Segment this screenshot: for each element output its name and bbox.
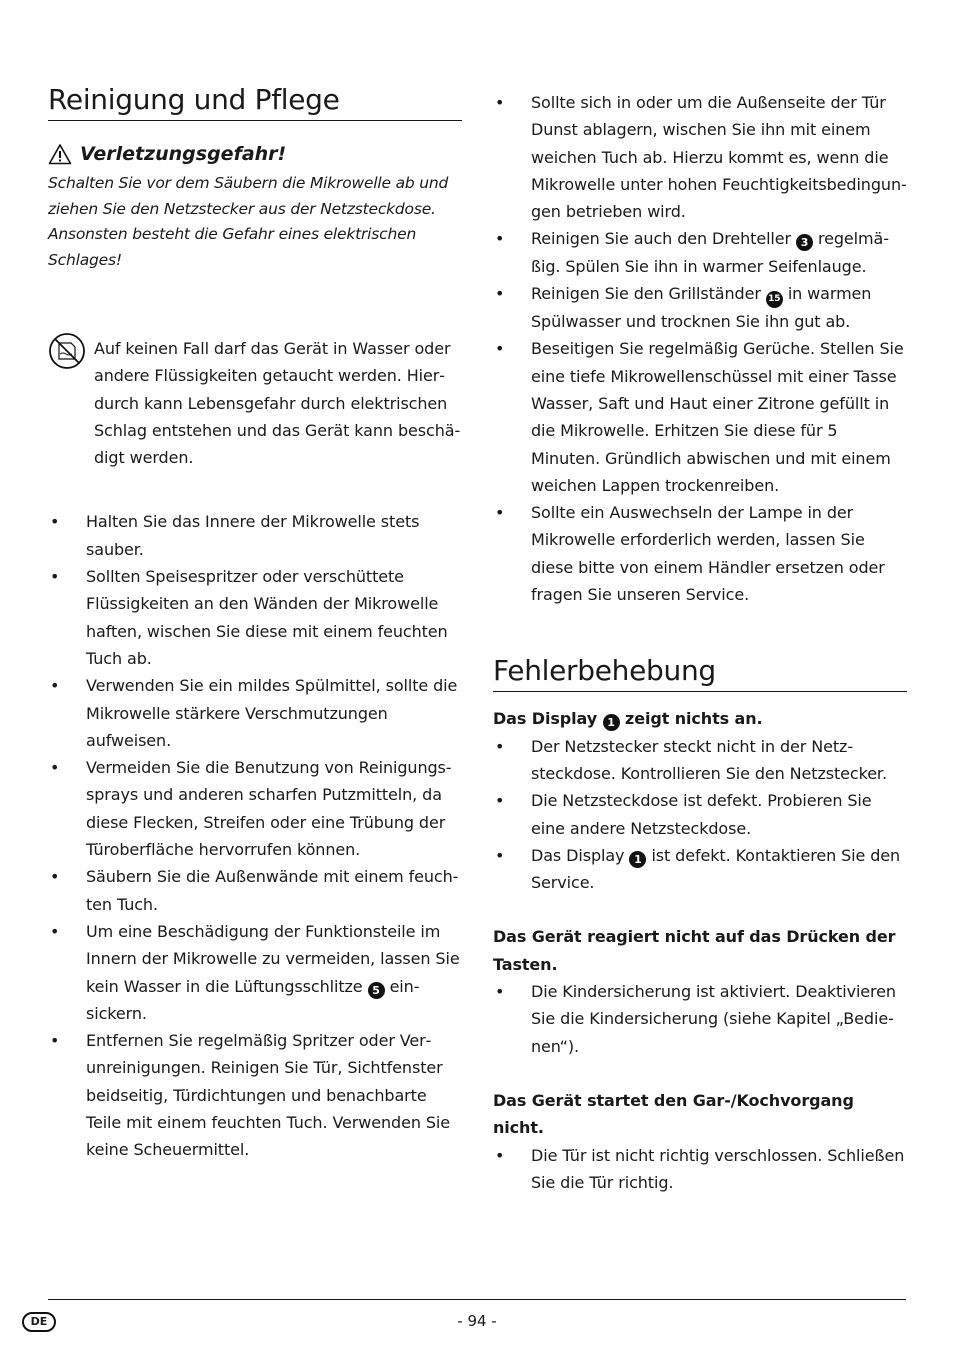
- right-column: [493, 0, 907, 1196]
- footer-divider: [48, 1299, 906, 1300]
- list-item: • Der Netzstecker steckt nicht in der Netzsteckdose. Kontrollieren Sie den Netzstecker.: [493, 733, 907, 788]
- list-item: • Reinigen Sie auch den Drehteller 3 regelmäßig. Spülen Sie ihn in warmer Seifenlauge.: [493, 225, 907, 280]
- no-immersion-icon: [48, 332, 86, 370]
- list-item: • Sollte ein Auswechseln der Lampe in der Mikrowelle erforderlich werden, lassen Sie diese bitte von einem Händler ersetzen oder fragen Sie unseren Service.: [493, 499, 907, 608]
- list-item: • Die Kindersicherung ist aktiviert. Deaktivieren Sie die Kindersicherung (siehe Kapitel „Bedienen“).: [493, 978, 907, 1060]
- problem-heading: Das Gerät startet den Gar-/Kochvorgang nicht.: [493, 1090, 854, 1138]
- problem-list: [493, 978, 907, 1060]
- list-item: • Die Netzsteckdose ist defekt. Probieren Sie eine andere Netzsteckdose.: [493, 787, 907, 842]
- section-title-troubleshooting: Fehlerbehebung: [493, 654, 907, 692]
- ref-number-badge: 1: [629, 851, 646, 868]
- list-item: • Beseitigen Sie regelmäßig Gerüche. Stellen Sie eine tiefe Mikrowellenschüssel mit einer Tasse Wasser, Saft und Haut einer Zitrone gefüllt in die Mikrowelle. Erhitzen Sie diese für 5 Minuten. Gründlich abwischen und mit einem weichen Lappen trockenreiben.: [493, 335, 907, 499]
- list-item: • Die Tür ist nicht richtig verschlossen. Schließen Sie die Tür richtig.: [493, 1142, 907, 1197]
- problem-heading: Das Gerät reagiert nicht auf das Drücken der Tasten.: [493, 927, 896, 974]
- page-number: - 94 -: [457, 1312, 497, 1330]
- left-column: [48, 0, 462, 1164]
- list-item: • Säubern Sie die Außenwände mit einem feuchten Tuch.: [48, 863, 462, 918]
- ref-number-badge: 15: [766, 291, 783, 308]
- cleaning-list-continued: [493, 89, 907, 608]
- list-item: • Vermeiden Sie die Benutzung von Reinigungssprays und anderen scharfen Putzmitteln, da diese Flecken, Streifen oder eine Trübung der Türoberfläche hervorrufen können.: [48, 754, 462, 863]
- warning-text: Schalten Sie vor dem Säubern die Mikrowelle ab und ziehen Sie den Netzstecker aus der Netzsteckdose. Ansonsten besteht die Gefahr eines elektrischen Schlages!: [48, 174, 449, 269]
- warning-title: Verletzungsgefahr!: [80, 143, 287, 165]
- list-item: • Verwenden Sie ein mildes Spülmittel, sollte die Mikrowelle stärkere Verschmutzungen aufweisen.: [48, 672, 462, 754]
- language-badge: DE: [22, 1312, 56, 1332]
- list-item: • Halten Sie das Innere der Mikrowelle stets sauber.: [48, 508, 462, 563]
- list-item: • Reinigen Sie den Grillständer 15 in warmen Spülwasser und trocknen Sie ihn gut ab.: [493, 280, 907, 335]
- ref-number-badge: 3: [796, 234, 813, 251]
- cleaning-list: [48, 508, 462, 1163]
- warning-triangle-icon: [48, 143, 72, 165]
- list-item: • Um eine Beschädigung der Funktionsteile im Innern der Mikrowelle zu vermeiden, lassen Sie kein Wasser in die Lüftungsschlitze 5 einsickern.: [48, 918, 462, 1027]
- list-item: • Sollte sich in oder um die Außenseite der Tür Dunst ablagern, wischen Sie ihn mit einem weichen Tuch ab. Hierzu kommt es, wenn die Mikrowelle unter hohen Feuchtigkeitsbedingungen betrieben wird.: [493, 89, 907, 225]
- problem-list: [493, 1142, 907, 1197]
- ref-number-badge: 5: [368, 982, 385, 999]
- list-item: • Das Display 1 ist defekt. Kontaktieren Sie den Service.: [493, 842, 907, 897]
- no-water-note-text: Auf keinen Fall darf das Gerät in Wasser oder andere Flüssigkeiten getaucht werden. Hierdurch kann Lebensgefahr durch elektrischen Schlag entstehen und das Gerät kann beschädigt werden.: [94, 339, 461, 468]
- warning-heading: [48, 143, 462, 165]
- no-water-note: [48, 335, 462, 471]
- section-title-cleaning: Reinigung und Pflege: [48, 83, 462, 121]
- list-item: • Sollten Speisespritzer oder verschüttete Flüssigkeiten an den Wänden der Mikrowelle haften, wischen Sie diese mit einem feuchten Tuch ab.: [48, 563, 462, 672]
- ref-number-badge: 1: [603, 714, 620, 731]
- problem-heading: Das Display 1 zeigt nichts an.: [493, 709, 763, 730]
- problem-list: [493, 733, 907, 897]
- list-item: • Entfernen Sie regelmäßig Spritzer oder Verunreinigungen. Reinigen Sie Tür, Sichtfenster beidseitig, Türdichtungen und benachbarte Teile mit einem feuchten Tuch. Verwenden Sie keine Scheuermittel.: [48, 1027, 462, 1163]
